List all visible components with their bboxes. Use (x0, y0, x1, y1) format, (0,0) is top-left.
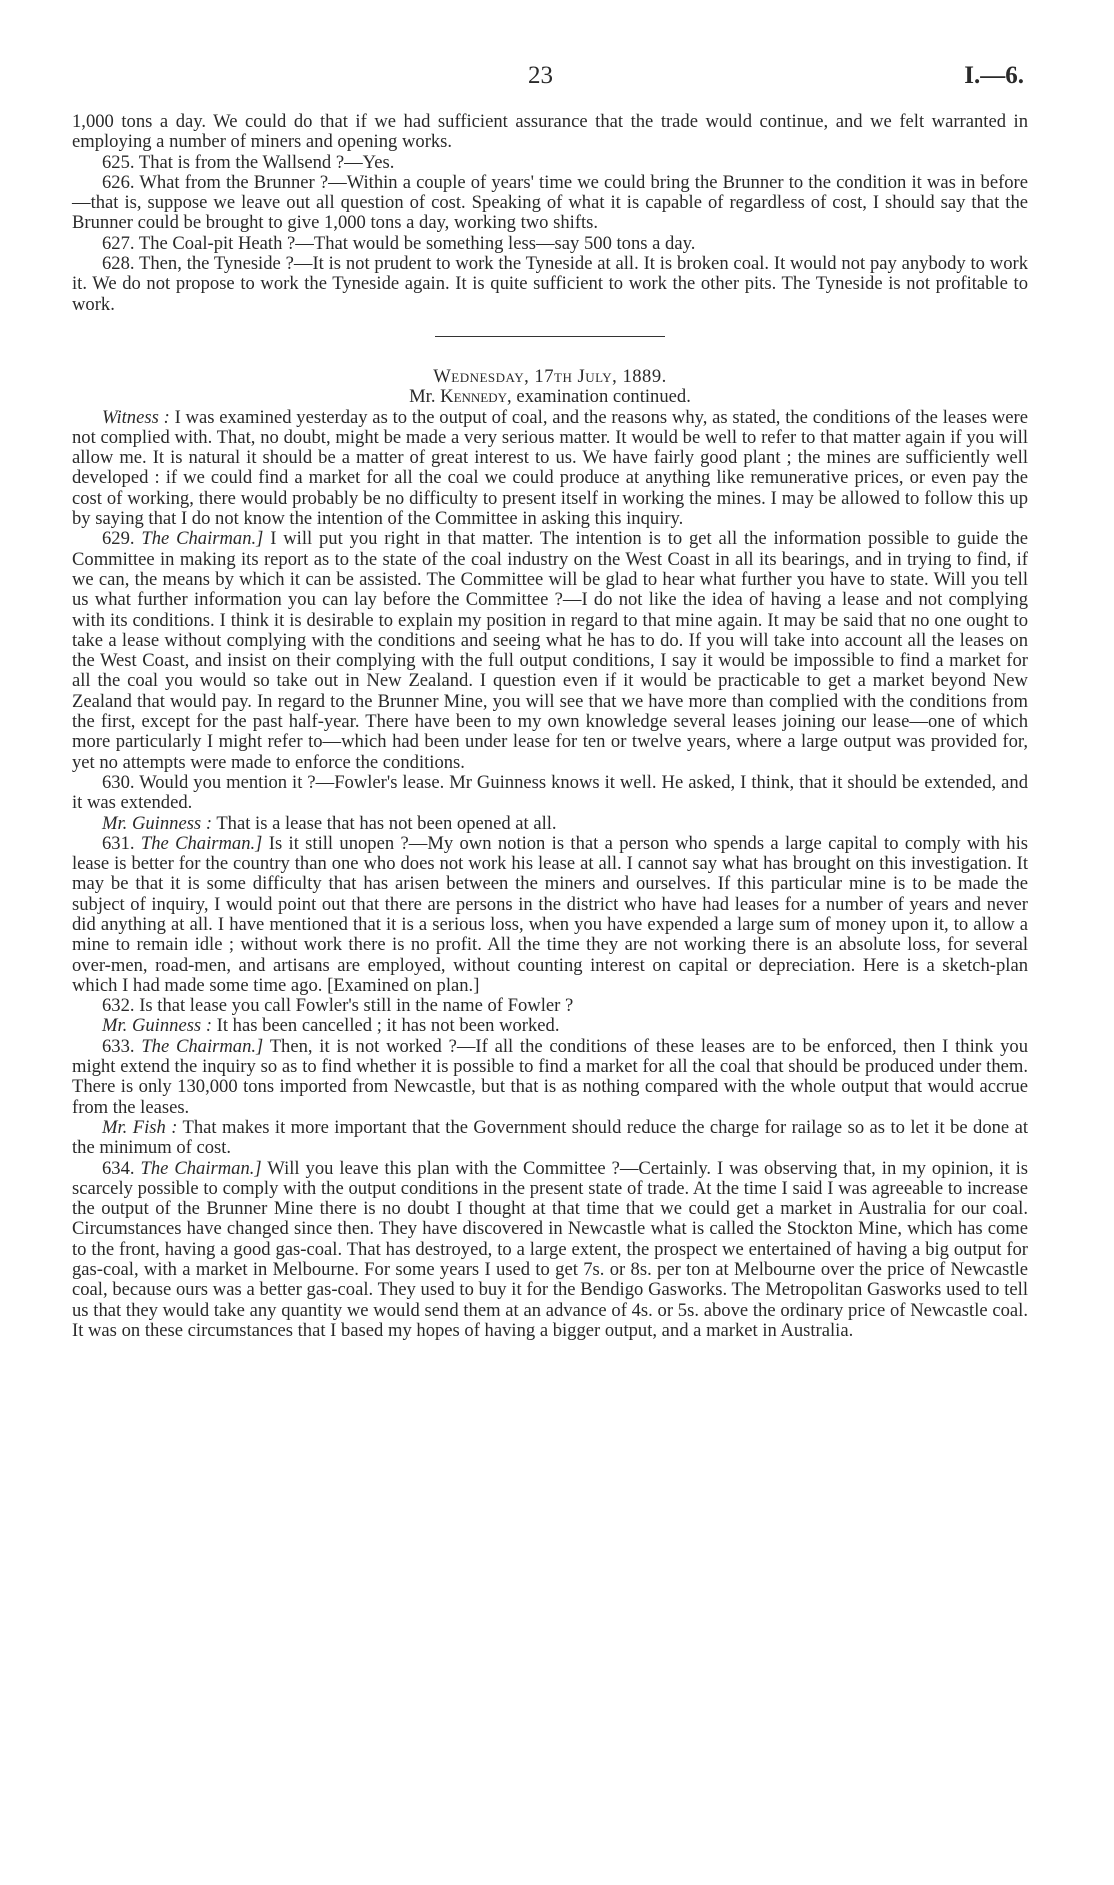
paragraph (72, 1037, 1028, 1118)
question-number: 629. (102, 528, 135, 550)
paragraph: 628. Then, the Tyneside ?—It is not prudent to work the Tyneside at all. It is broken coal. It would not pay anybody to work it. We do not propose to work the Tyneside again. It is quite sufficient to work the other pits. The Tyneside is not profitable to work. (72, 253, 1028, 315)
paragraph-text: Then, it is not worked ?—If all the conditions of these leases are to be enforced, then I think you might extend the inquiry so as to find whether it is possible to find a market for all the coal that should be produced under them. There is only 130,000 tons imported from Newcastle, but that is as nothing compared with the whole output that would accrue from the leases. (72, 1035, 1028, 1118)
witness-name: Kennedy (440, 386, 508, 408)
paragraph (72, 773, 1028, 814)
paragraph (72, 408, 1028, 530)
page-number: 23 (528, 62, 553, 89)
question-number: 634. (102, 1157, 135, 1179)
paragraph: 627. The Coal-pit Heath ?—That would be something less—say 500 tons a day. (102, 232, 696, 254)
paragraph-text: That makes it more important that the Government should reduce the charge for railage so as to let it be done at the minimum of cost. (72, 1116, 1029, 1159)
paragraph-text: Will you leave this plan with the Committee ?—Certainly. I was observing that, in my opinion, it is scarcely possible to comply with the output conditions in the present state of trade. At the time I said I was agreeable to increase the output of the Brunner Mine there is no doubt I thought at that time that we could get a market in Australia for our coal. Circumstances have changed since then. They have discovered in Newcastle what is called the Stockton Mine, which has come to the front, having a good gas-coal. That has destroyed, to a large extent, the prospect we entertained of having a big output for gas-coal, with a market in Melbourne. For some years I used to get 7s. or 8s. per ton at Melbourne over the price of Newcastle coal, because ours was a better gas-coal. They used to buy it for the Bendigo Gasworks. The Metropolitan Gasworks used to tell us that they would take any quantity we would send them at an advance of 4s. or 5s. above the ordinary price of Newcastle coal. It was on these circumstances that I based my hopes of having a bigger output, and a market in Australia. (72, 1157, 1029, 1341)
paragraph: 1,000 tons a day. We could do that if we had sufficient assurance that the trade would continue, and we felt warranted in employing a number of miners and opening works. (72, 111, 1028, 153)
document-body (72, 112, 1028, 1341)
speaker-label: Mr. Fish : (102, 1116, 178, 1138)
paragraph-text: Is it still unopen ?—My own notion is that a person who spends a large capital to comply with his lease is better for the country than one who does not work his lease at all. I cannot say what has brought on this investigation. It may be that it is some difficulty that has arisen between the miners and ourselves. If this particular mine is to be made the subject of inquiry, I would point out that there are persons in the district who have had leases for a number of years and never did anything at all. I have mentioned that it is a serious loss, when you have expended a large sum of money upon it, to allow a mine to remain idle ; without work there is no profit. All the time they are not working there is an absolute loss, for several over-men, road-men, and artisans are employed, without counting interest on capital or depreciation. Here is a sketch-plan which I had made some time ago. [Examined on plan.] (72, 832, 1029, 996)
section-divider (435, 336, 665, 337)
paragraph-text: That is a lease that has not been opened at all. (216, 812, 557, 834)
witness-title: Mr. (409, 386, 436, 408)
question-number: 630. (102, 771, 135, 793)
paragraph-text: Would you mention it ?—Fowler's lease. Mr Guinness knows it well. He asked, I think, that it should be extended, and it was extended. (72, 771, 1028, 814)
paragraph: 626. What from the Brunner ?—Within a couple of years' time we could bring the Brunner to the condition it was in before—that is, suppose we leave out all question of cost. Speaking of what it is capable of regardless of cost, I should say that the Brunner could be brought to give 1,000 tons a day, working two shifts. (72, 171, 1028, 234)
paragraph (72, 529, 1028, 773)
session-date: Wednesday, 17th July, 1889. (433, 365, 667, 387)
speaker-label: Witness : (102, 406, 170, 428)
paragraph (72, 996, 1028, 1016)
paragraph (72, 1159, 1028, 1342)
speaker-label: The Chairman.] (140, 1157, 262, 1179)
paragraph-text: It has been cancelled ; it has not been worked. (216, 1015, 560, 1037)
paragraph (72, 1016, 1028, 1036)
speaker-label: The Chairman.] (141, 528, 264, 550)
paragraph-text: I will put you right in that matter. The intention is to get all the information possible to guide the Committee in making its report as to the state of the coal industry on the West Coast in all its bearings, and in trying to find, if we can, the means by which it can be assisted. The Committee will be glad to hear what further you have to state. Will you tell us what further information you can lay before the Committee ?—I do not like the idea of having a lease and not complying with its conditions. I think it is desirable to explain my position in regard to that mine again. It may be said that no one ought to take a lease without complying with the conditions and seeing what he has to do. If you will take into account all the leases on the West Coast, and insist on their complying with the full output conditions, I say it would be impossible to find a market for all the coal you would so take out in New Zealand. I question even if it would be practicable to get a market beyond New Zealand that would pay. In regard to the Brunner Mine, you will see that we have more than complied with the conditions from the first, except for the past half-year. There have been to my own knowledge several leases joining our lease—one of which more particularly I might refer to—which had been under lease for ten or twelve years, where a large output was provided for, yet no attempts were made to enforce the conditions. (72, 528, 1028, 773)
examination-note: , examination continued. (507, 386, 691, 408)
speaker-label: The Chairman.] (140, 832, 263, 854)
question-number: 632. (102, 995, 135, 1017)
page-header (0, 62, 1114, 102)
examination-heading (72, 387, 1028, 407)
document-reference: I.—6. (964, 62, 1024, 89)
question-number: 633. (102, 1035, 135, 1057)
speaker-label: The Chairman.] (141, 1035, 264, 1057)
paragraph (72, 834, 1028, 996)
paragraph (72, 1118, 1028, 1159)
paragraph-text: Is that lease you call Fowler's still in the name of Fowler ? (139, 995, 574, 1017)
question-number: 631. (102, 832, 135, 854)
speaker-label: Mr. Guinness : (102, 1015, 213, 1037)
paragraph: 625. That is from the Wallsend ?—Yes. (102, 151, 395, 173)
speaker-label: Mr. Guinness : (102, 812, 213, 834)
paragraph (72, 814, 1028, 834)
paragraph-text: I was examined yesterday as to the output of coal, and the reasons why, as stated, the conditions of the leases were not complied with. That, no doubt, might be made a very serious matter. It would be well to refer to that matter again if you will allow me. It is natural it should be a matter of great interest to us. We have fairly good plant ; the mines are sufficiently well developed : if we could find a market for all the coal we could produce at anything like remunerative prices, or even pay the cost of working, there would probably be no difficulty to present itself in working the mines. I may be allowed to follow this up by saying that I do not know the intention of the Committee in asking this inquiry. (72, 406, 1029, 530)
